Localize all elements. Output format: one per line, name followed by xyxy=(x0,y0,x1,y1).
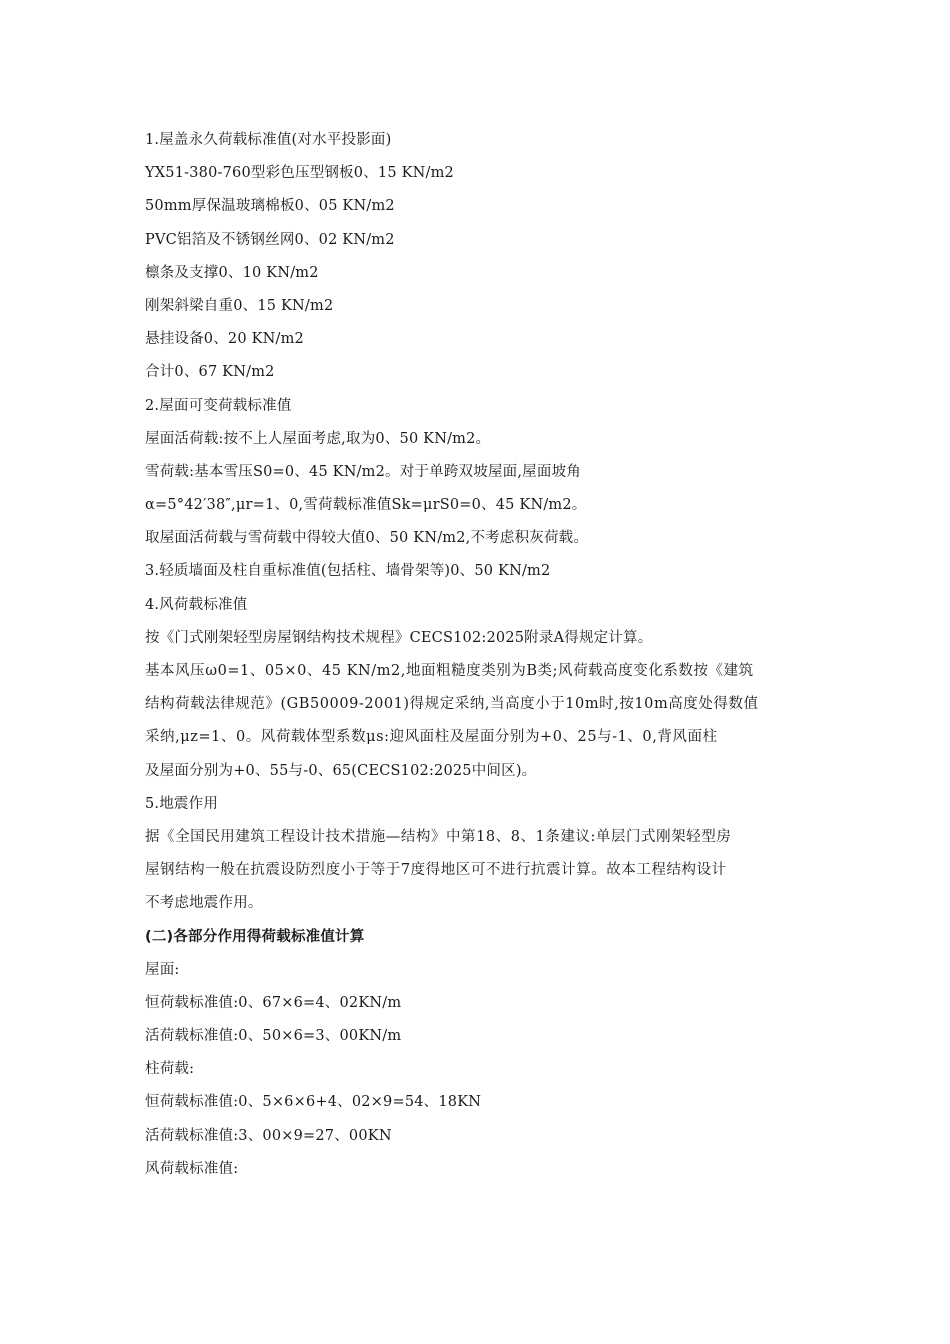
paragraph-line: 及屋面分别为+0、55与-0、65(CECS102:2025中间区)。 xyxy=(145,762,537,779)
section-3-heading: 3.轻质墙面及柱自重标准值(包括柱、墙骨架等)0、50 KN/m2 xyxy=(145,563,551,580)
subsection-heading: (二)各部分作用得荷载标准值计算 xyxy=(145,928,365,945)
text-line: 活荷载标准值:0、50×6=3、00KN/m xyxy=(145,1028,402,1045)
paragraph-line: 基本风压ω0=1、05×0、45 KN/m2,地面粗糙度类别为B类;风荷载高度变化系数按《建筑 xyxy=(145,663,754,679)
text-line: 活荷载标准值:3、00×9=27、00KN xyxy=(145,1127,392,1144)
text-line: 柱荷载: xyxy=(145,1061,195,1078)
text-line: 雪荷载:基本雪压S0=0、45 KN/m2。对于单跨双坡屋面,屋面坡角 xyxy=(145,463,581,480)
text-line: α=5°42′38″,μr=1、0,雪荷载标准值Sk=μrS0=0、45 KN/m2。 xyxy=(145,497,587,514)
text-line: 恒荷载标准值:0、67×6=4、02KN/m xyxy=(145,994,402,1011)
roof-load-item: PVC铝箔及不锈钢丝网0、02 KN/m2 xyxy=(145,231,395,248)
roof-load-item: 刚架斜梁自重0、15 KN/m2 xyxy=(145,297,334,314)
paragraph-line: 采纳,μz=1、0。风荷载体型系数μs:迎风面柱及屋面分别为+0、25与-1、0,背风面柱 xyxy=(145,729,718,746)
text-line: 取屋面活荷载与雪荷载中得较大值0、50 KN/m2,不考虑积灰荷载。 xyxy=(145,530,589,547)
roof-load-total: 合计0、67 KN/m2 xyxy=(145,364,275,381)
paragraph-line: 据《全国民用建筑工程设计技术措施—结构》中第18、8、1条建议:单层门式刚架轻型房 xyxy=(145,828,732,845)
section-5-heading: 5.地震作用 xyxy=(145,795,219,812)
document-body xyxy=(145,124,805,1186)
roof-load-item: 悬挂设备0、20 KN/m2 xyxy=(145,331,304,348)
section-4-heading: 4.风荷载标准值 xyxy=(145,596,248,613)
text-line: 恒荷载标准值:0、5×6×6+4、02×9=54、18KN xyxy=(145,1094,482,1111)
paragraph-line: 不考虑地震作用。 xyxy=(145,895,263,912)
text-line: 风荷载标准值: xyxy=(145,1160,239,1177)
text-line: 按《门式刚架轻型房屋钢结构技术规程》CECS102:2025附录A得规定计算。 xyxy=(145,629,653,646)
roof-load-item: 檩条及支撑0、10 KN/m2 xyxy=(145,264,319,281)
section-2-heading: 2.屋面可变荷载标准值 xyxy=(145,397,292,414)
roof-load-item: YX51-380-760型彩色压型钢板0、15 KN/m2 xyxy=(145,165,454,182)
section-1-heading: 1.屋盖永久荷载标准值(对水平投影面) xyxy=(145,132,392,148)
seismic-paragraph xyxy=(145,821,805,921)
paragraph-line: 屋钢结构一般在抗震设防烈度小于等于7度得地区可不进行抗震计算。故本工程结构设计 xyxy=(145,862,727,879)
text-line: 屋面: xyxy=(145,961,180,978)
paragraph-line: 结构荷载法律规范》(GB50009-2001)得规定采纳,当高度小于10m时,按10m高度处得数值 xyxy=(145,696,759,713)
wind-load-paragraph xyxy=(145,655,805,788)
roof-load-item: 50mm厚保温玻璃棉板0、05 KN/m2 xyxy=(145,198,395,215)
text-line: 屋面活荷载:按不上人屋面考虑,取为0、50 KN/m2。 xyxy=(145,430,491,447)
